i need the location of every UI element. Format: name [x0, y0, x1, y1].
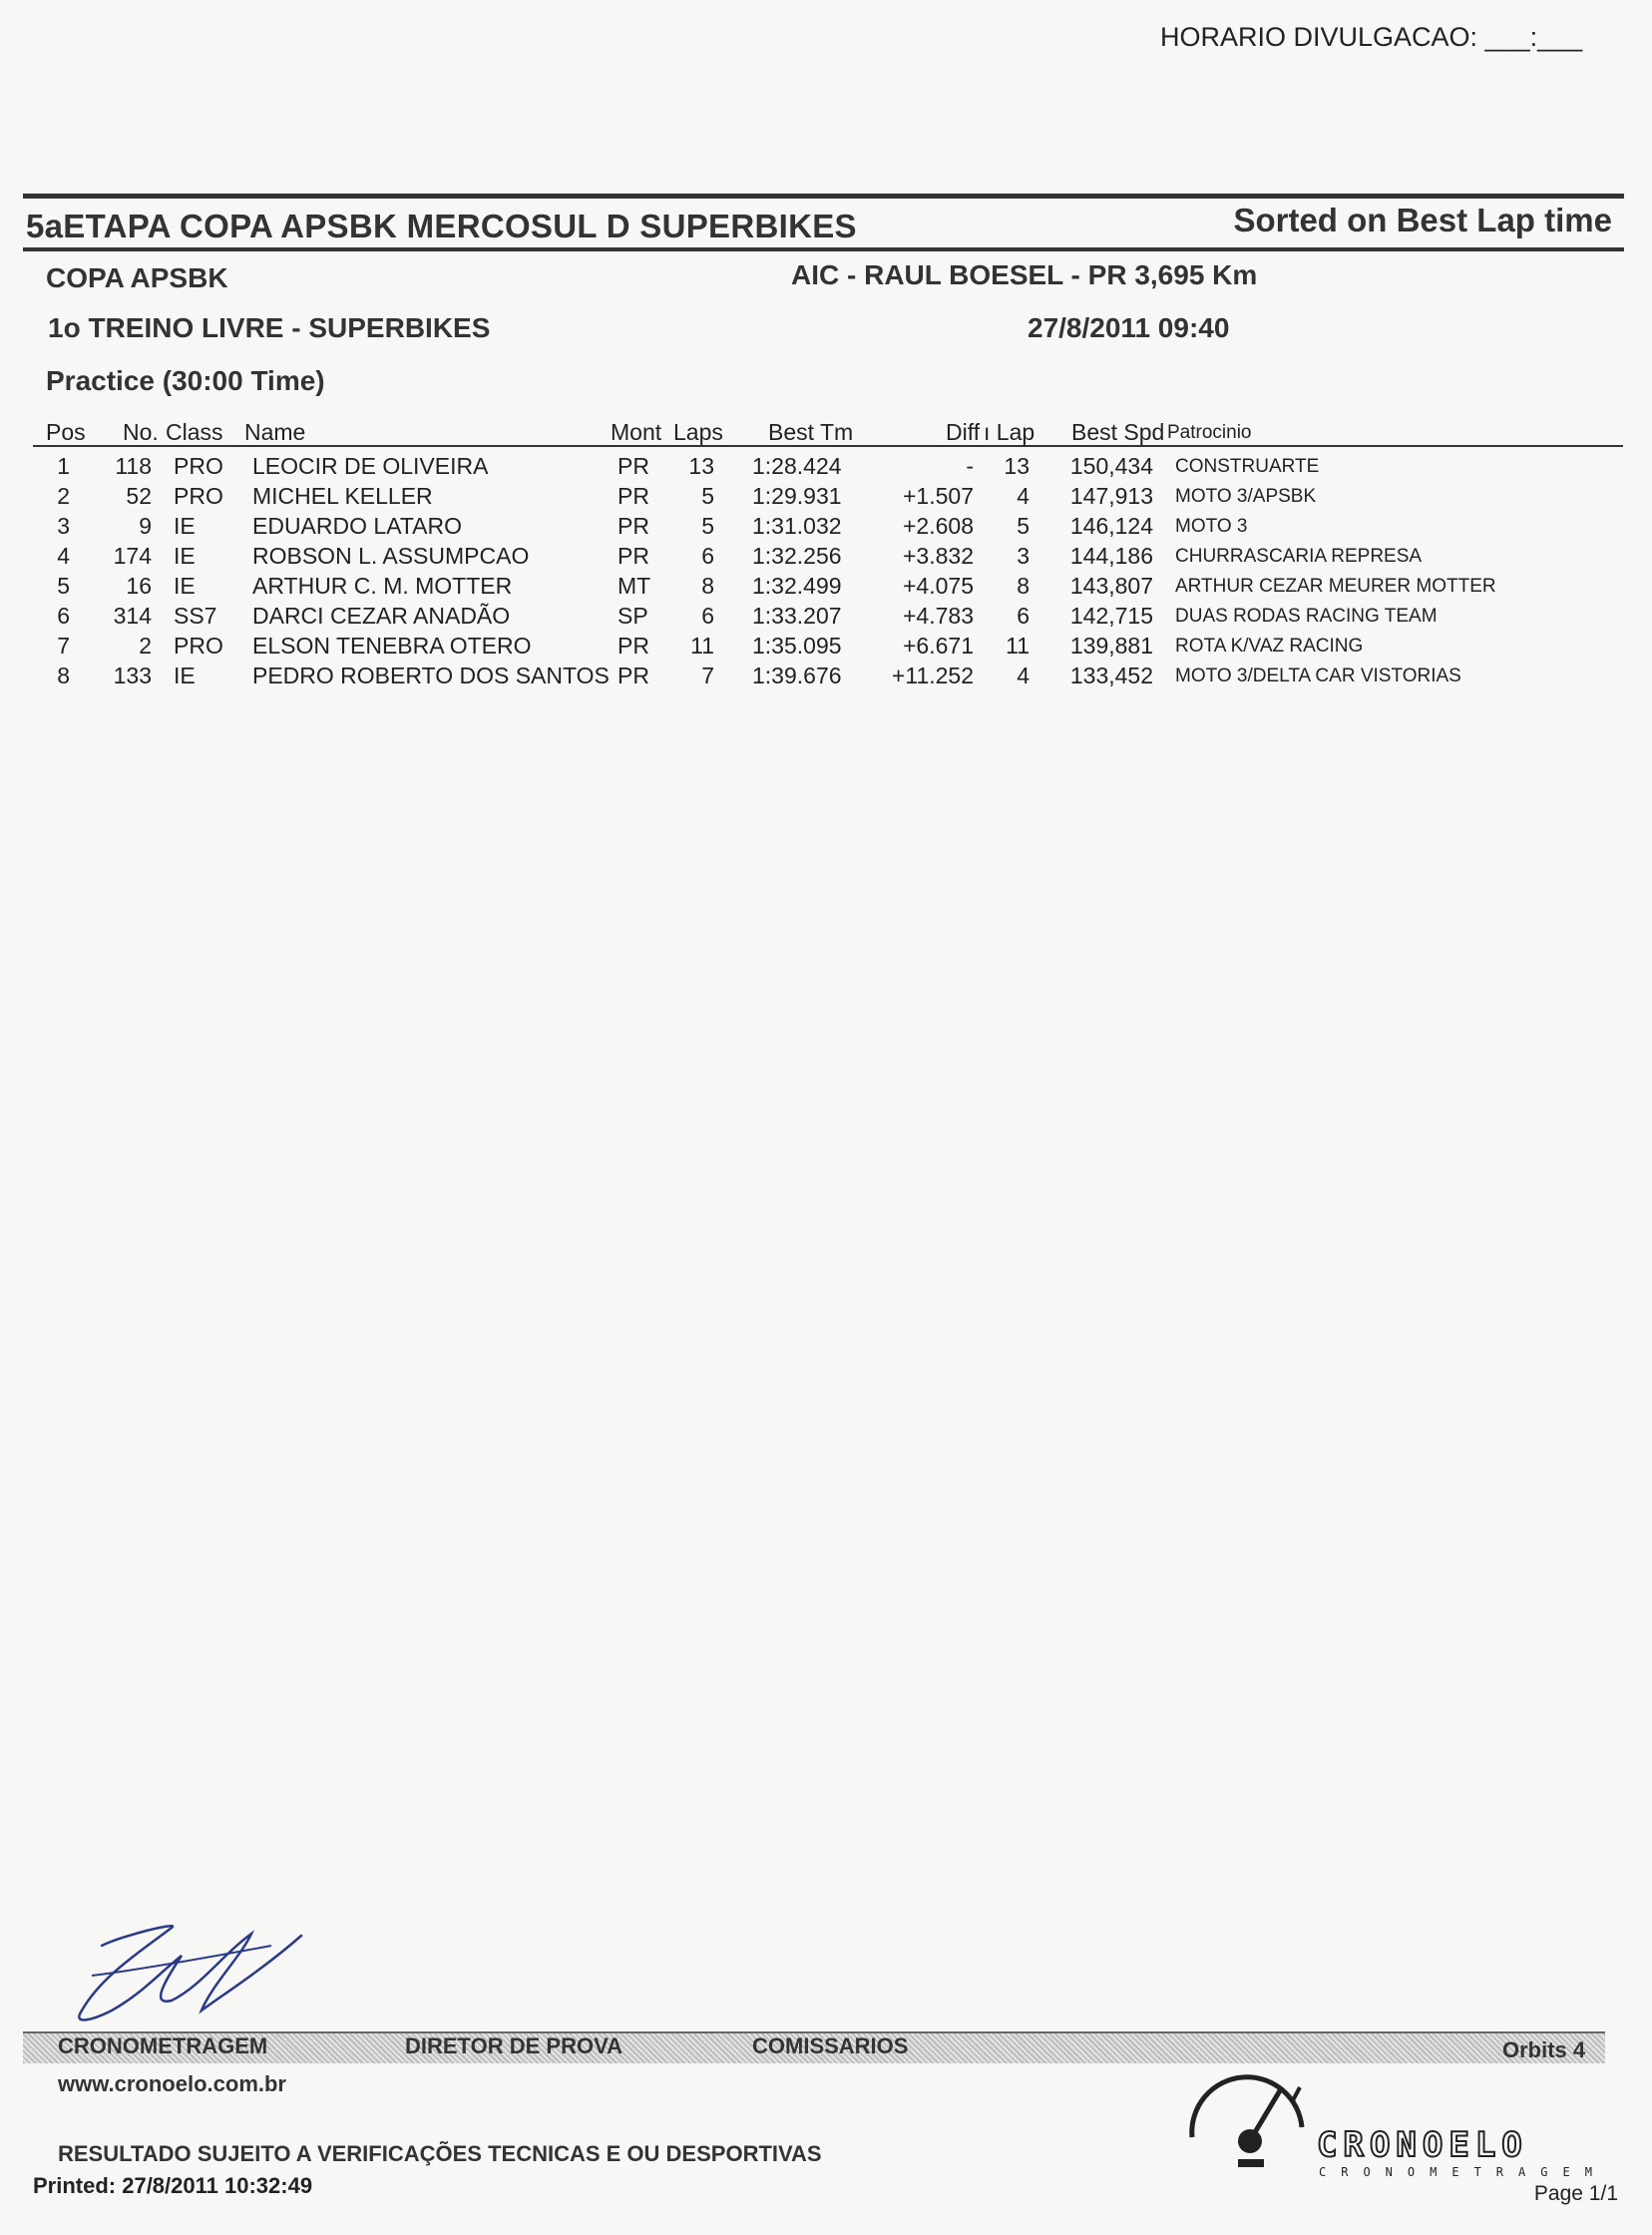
cell-diff: +6.671 [903, 633, 974, 659]
cell-patrocinio: MOTO 3/APSBK [1175, 486, 1317, 507]
col-no: No. [123, 419, 159, 445]
event-title: 5aETAPA COPA APSBK MERCOSUL D SUPERBIKES [26, 208, 857, 244]
cell-name: MICHEL KELLER [252, 483, 433, 509]
cell-pos: 5 [57, 573, 70, 599]
cronoelo-logo: CRONOELO [1317, 2125, 1528, 2165]
cell-pos: 8 [57, 663, 70, 688]
col-pos: Pos [46, 419, 86, 445]
cell-best-spd: 133,452 [1069, 663, 1153, 688]
cell-pos: 2 [57, 483, 70, 509]
cell-best-spd: 139,881 [1069, 633, 1153, 659]
cell-class: IE [174, 663, 196, 688]
signature [62, 1916, 321, 2035]
cell-lap: 4 [1017, 483, 1030, 509]
cell-class: IE [174, 573, 196, 599]
cell-name: PEDRO ROBERTO DOS SANTOS [252, 663, 610, 688]
cell-name: LEOCIR DE OLIVEIRA [252, 453, 489, 479]
page-number: Page 1/1 [1533, 2182, 1618, 2205]
cell-diff: +4.783 [903, 603, 974, 629]
cell-best-tm: 1:31.032 [752, 513, 842, 539]
cell-laps: 8 [701, 573, 714, 599]
cell-patrocinio: CHURRASCARIA REPRESA [1175, 546, 1423, 567]
cell-laps: 5 [701, 483, 714, 509]
session-name: 1o TREINO LIVRE - SUPERBIKES [48, 312, 491, 343]
header-rule [33, 445, 1623, 447]
cell-pos: 1 [57, 453, 70, 479]
footer-orbits: Orbits 4 [1502, 2037, 1586, 2062]
cell-pos: 7 [57, 633, 70, 659]
col-mont: Mont [611, 419, 662, 445]
col-best-spd: Best Spd [1071, 419, 1165, 445]
cell-name: EDUARDO LATARO [252, 513, 463, 539]
cell-mont: PR [618, 663, 649, 688]
footer-website: www.cronoelo.com.br [58, 2071, 286, 2096]
cell-mont: SP [618, 603, 648, 629]
cell-lap: 11 [1006, 633, 1030, 659]
cell-no: 314 [113, 603, 152, 629]
col-diff: Diff [946, 419, 981, 445]
cell-laps: 7 [701, 663, 714, 688]
col-lap: ı Lap [984, 419, 1035, 445]
col-patrocinio: Patrocinio [1167, 422, 1252, 443]
cell-patrocinio: ARTHUR CEZAR MEURER MOTTER [1175, 576, 1496, 597]
cell-class: IE [174, 513, 196, 539]
session-datetime: 27/8/2011 09:40 [1028, 312, 1230, 343]
cell-best-spd: 147,913 [1069, 483, 1153, 509]
cell-lap: 4 [1017, 663, 1030, 688]
cell-mont: PR [618, 453, 649, 479]
cell-best-tm: 1:28.424 [752, 453, 842, 479]
cell-lap: 13 [1004, 453, 1030, 479]
cell-patrocinio: MOTO 3 [1175, 516, 1248, 537]
cell-mont: PR [618, 483, 649, 509]
cell-diff: +4.075 [903, 573, 974, 599]
cell-lap: 8 [1017, 573, 1030, 599]
cell-diff: +2.608 [903, 513, 974, 539]
footer-cronometragem: CRONOMETRAGEM [58, 2033, 268, 2058]
col-laps: Laps [673, 419, 723, 445]
cell-pos: 4 [57, 543, 70, 569]
cell-best-tm: 1:32.256 [752, 543, 842, 569]
cell-no: 118 [115, 453, 152, 479]
session-type: Practice (30:00 Time) [46, 365, 325, 396]
cell-mont: PR [618, 513, 649, 539]
cell-no: 174 [113, 543, 152, 569]
cell-class: PRO [174, 633, 223, 659]
cell-best-spd: 143,807 [1069, 573, 1153, 599]
cell-mont: PR [618, 633, 649, 659]
footer-disclaimer: RESULTADO SUJEITO A VERIFICAÇÕES TECNICAS E OU DESPORTIVAS [58, 2141, 822, 2166]
cell-best-tm: 1:35.095 [752, 633, 842, 659]
cell-laps: 5 [701, 513, 714, 539]
cell-best-tm: 1:29.931 [752, 483, 842, 509]
cell-diff: - [966, 453, 974, 479]
cell-best-spd: 144,186 [1069, 543, 1153, 569]
cell-lap: 3 [1017, 543, 1030, 569]
cell-laps: 11 [690, 633, 714, 659]
col-class: Class [166, 419, 223, 445]
cronoelo-logo-sub: CRONOMETRAGEM [1319, 2165, 1607, 2179]
footer-comissarios: COMISSARIOS [752, 2033, 909, 2058]
cell-no: 9 [139, 513, 152, 539]
cell-pos: 6 [57, 603, 70, 629]
top-rule [23, 194, 1624, 199]
cell-no: 52 [126, 483, 152, 509]
cell-pos: 3 [57, 513, 70, 539]
cell-name: ELSON TENEBRA OTERO [252, 633, 532, 659]
cell-best-tm: 1:33.207 [752, 603, 842, 629]
cell-patrocinio: CONSTRUARTE [1175, 456, 1320, 477]
sort-label: Sorted on Best Lap time [1233, 202, 1612, 238]
series-name: COPA APSBK [46, 262, 228, 293]
cell-class: PRO [174, 483, 223, 509]
cell-name: ARTHUR C. M. MOTTER [252, 573, 513, 599]
title-rule [23, 247, 1624, 251]
cell-laps: 13 [688, 453, 714, 479]
cell-laps: 6 [701, 603, 714, 629]
stopwatch-logo-icon [1182, 2067, 1312, 2177]
horario-divulgacao: HORARIO DIVULGACAO: ___:___ [1160, 22, 1583, 52]
col-best-tm: Best Tm [768, 419, 854, 445]
cell-no: 16 [126, 573, 152, 599]
footer-diretor: DIRETOR DE PROVA [405, 2033, 622, 2058]
cell-best-spd: 142,715 [1069, 603, 1153, 629]
track-name: AIC - RAUL BOESEL - PR 3,695 Km [791, 259, 1258, 290]
cell-class: IE [174, 543, 196, 569]
cell-patrocinio: DUAS RODAS RACING TEAM [1175, 606, 1438, 627]
cell-laps: 6 [701, 543, 714, 569]
cell-diff: +1.507 [903, 483, 974, 509]
cell-mont: PR [618, 543, 649, 569]
printed-timestamp: Printed: 27/8/2011 10:32:49 [33, 2173, 313, 2198]
cell-lap: 5 [1017, 513, 1030, 539]
cell-best-spd: 146,124 [1069, 513, 1153, 539]
cell-mont: MT [618, 573, 651, 599]
cell-no: 133 [113, 663, 152, 688]
cell-class: SS7 [174, 603, 217, 629]
cell-best-spd: 150,434 [1069, 453, 1153, 479]
cell-patrocinio: ROTA K/VAZ RACING [1175, 636, 1364, 657]
col-name: Name [244, 419, 306, 445]
cell-diff: +3.832 [903, 543, 974, 569]
cell-lap: 6 [1017, 603, 1030, 629]
cell-no: 2 [139, 633, 152, 659]
cell-best-tm: 1:32.499 [752, 573, 842, 599]
cell-name: ROBSON L. ASSUMPCAO [252, 543, 530, 569]
cell-best-tm: 1:39.676 [752, 663, 842, 688]
cell-diff: +11.252 [891, 663, 974, 688]
cell-class: PRO [174, 453, 223, 479]
cell-name: DARCI CEZAR ANADÃO [252, 603, 511, 629]
cell-patrocinio: MOTO 3/DELTA CAR VISTORIAS [1175, 666, 1461, 686]
